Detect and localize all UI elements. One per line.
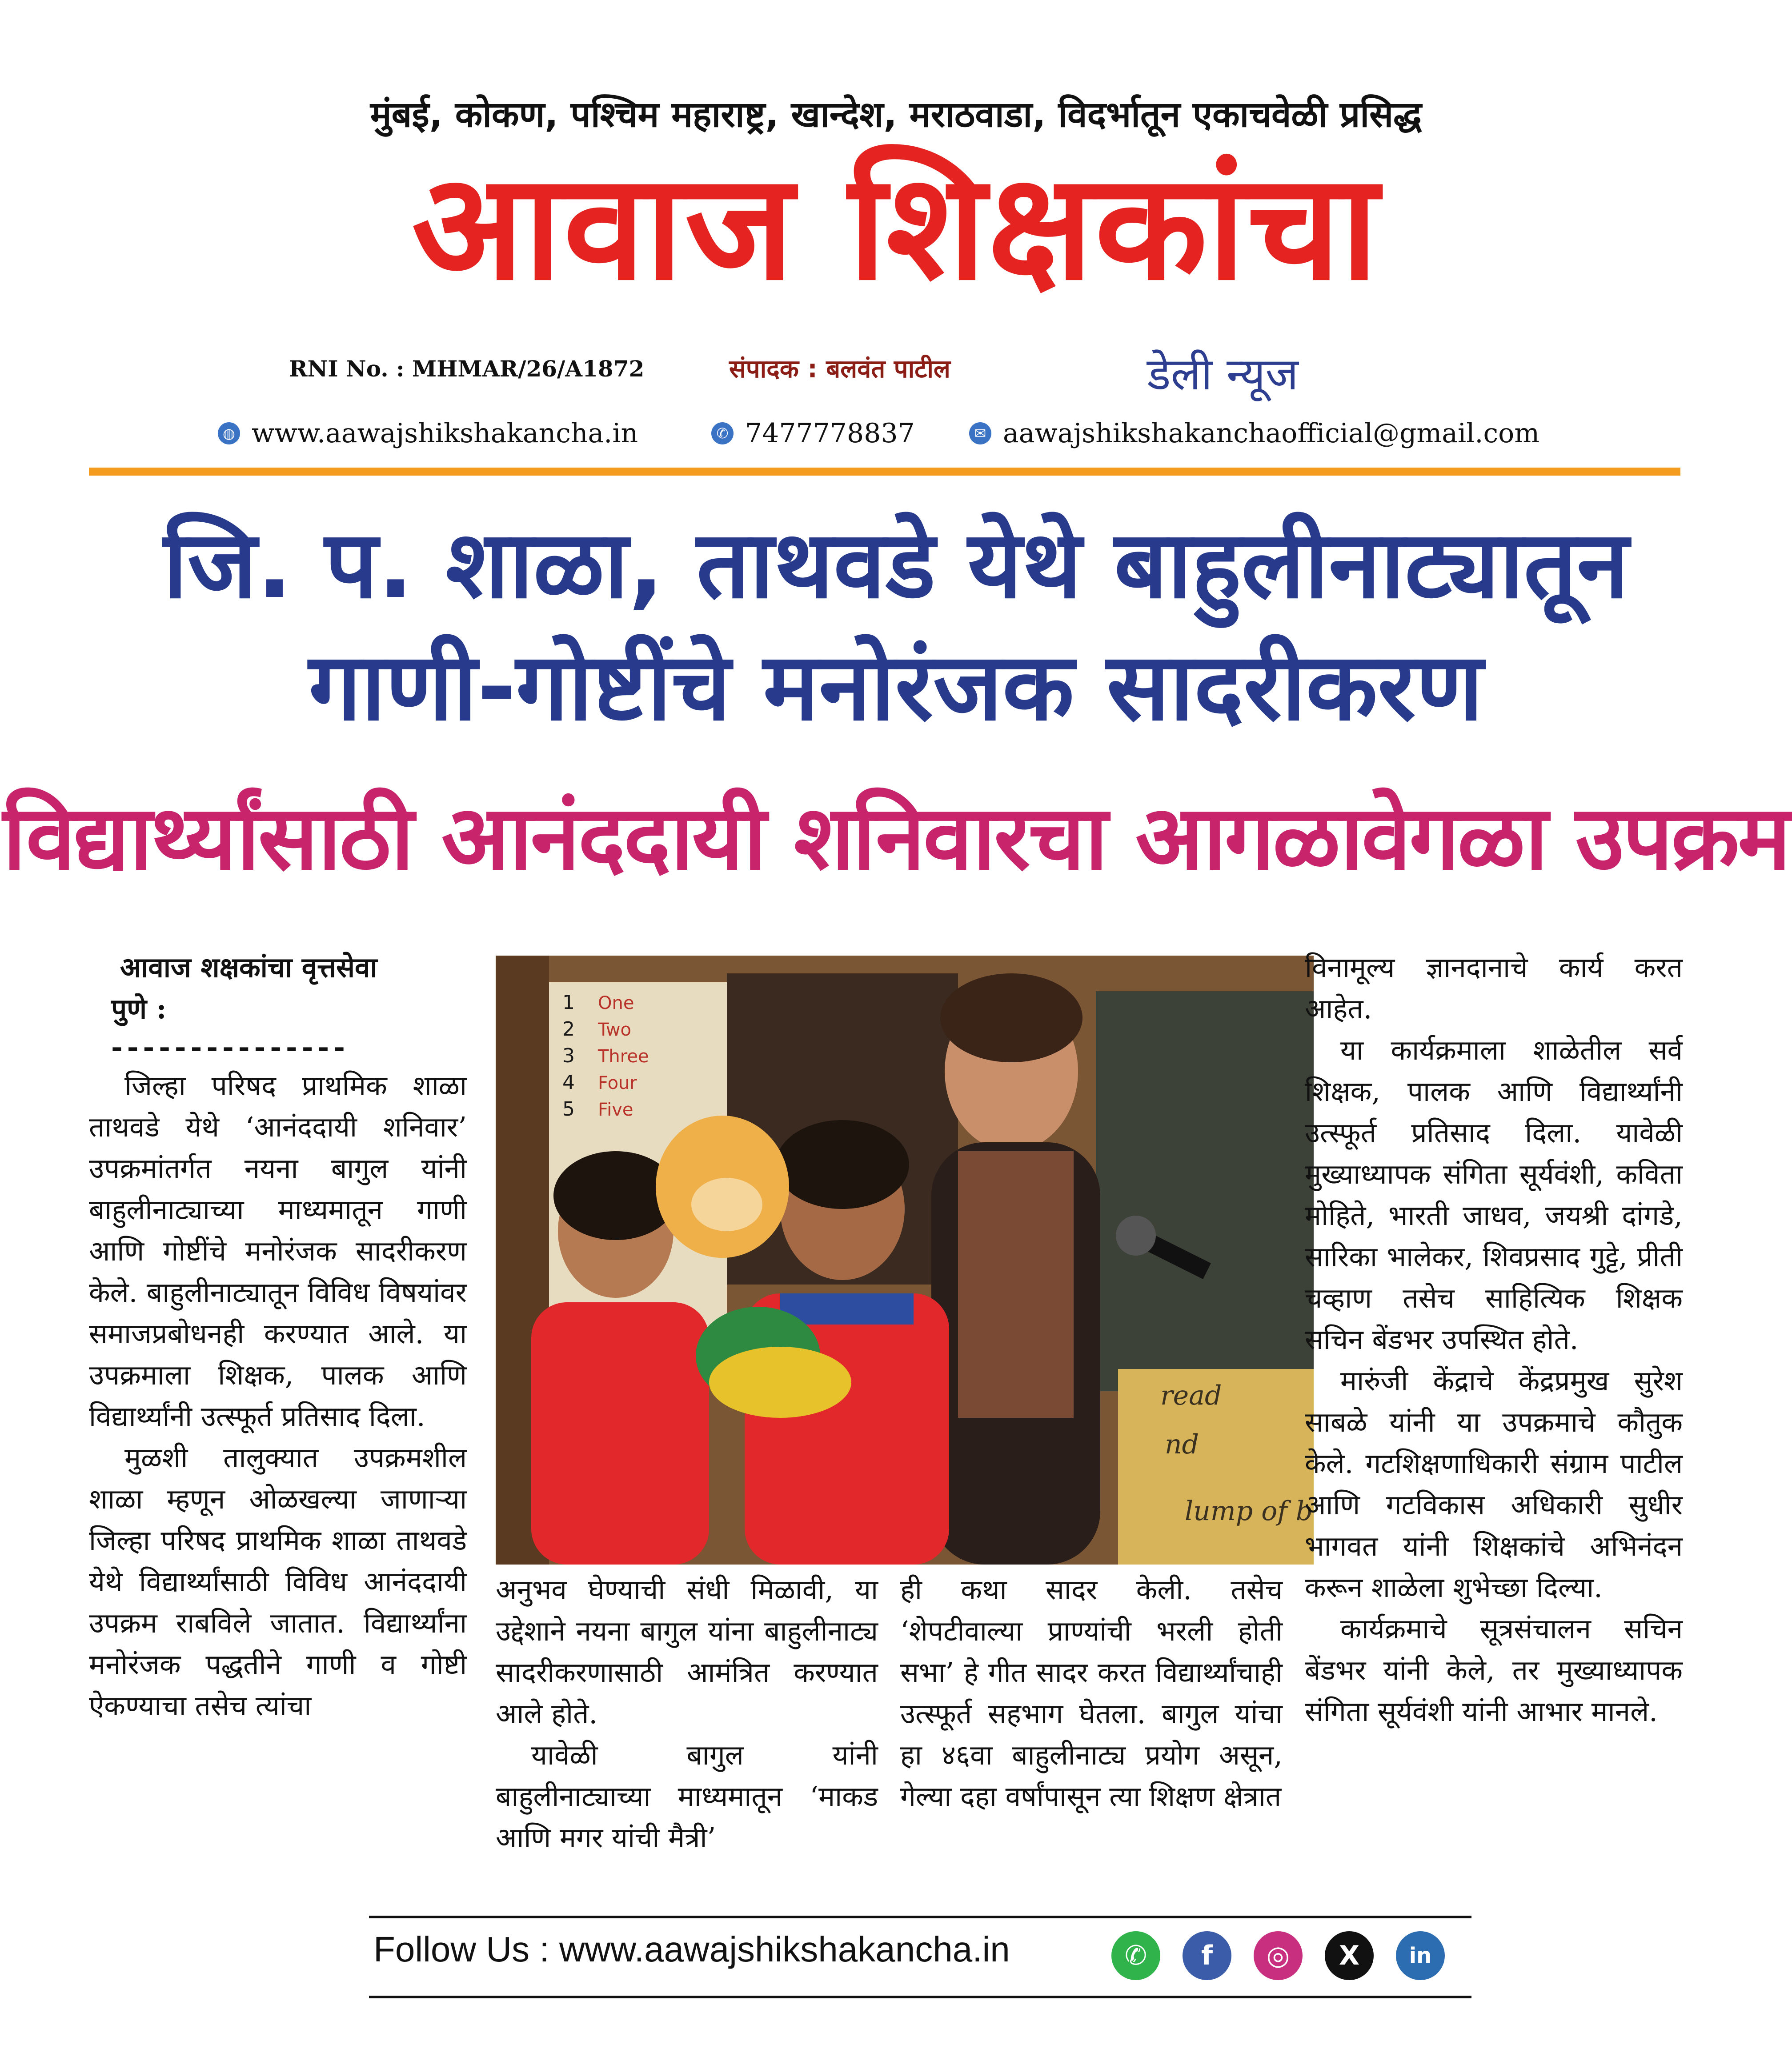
board-number: 1 <box>562 991 575 1014</box>
dateline: पुणे : <box>111 992 167 1025</box>
paragraph: जिल्हा परिषद प्राथमिक शाळा ताथवडे येथे ‘आनंददायी शनिवार’ उपक्रमांतर्गत नयना बागुल यांनी बाहुलीनाट्याच्या माध्यमातून गाणी आणि गोष्टींचे मनोरंजक सादरीकरण केले. बाहुलीनाट्यातून विविध विषयांवर समाजप्रबोधनही करण्यात आले. या उपक्रमाला शिक्षक, पालक आणि विद्यार्थ्यांनी उत्स्फूर्त प्रतिसाद दिला. <box>89 1069 467 1433</box>
paragraph: या कार्यक्रमाला शाळेतील सर्व शिक्षक, पालक आणि विद्यार्थ्यांनी उत्स्फूर्त प्रतिसाद दिला. यावेळी मुख्याध्यापक संगिता सूर्यवंशी, कविता मोहिते, भारती जाधव, जयश्री दांगडे, सारिका भालेकर, शिवप्रसाद गुट्टे, प्रीती चव्हाण तसेच साहित्यिक शिक्षक सचिन बेंडभर उपस्थित होते. <box>1305 1034 1683 1356</box>
daily-news-label: डेली न्यूज <box>1147 348 1299 400</box>
follow-us-text[interactable]: Follow Us : www.aawajshikshakancha.in <box>373 1929 1010 1969</box>
header-rule <box>89 468 1680 476</box>
headline-line-1: जि. प. शाळा, ताथवडे येथे बाहुलीनाट्यातून <box>163 510 1629 619</box>
website-text[interactable]: www.aawajshikshakancha.in <box>252 418 638 449</box>
phone-icon: ✆ <box>711 422 734 444</box>
tagline: मुंबई, कोकण, पश्चिम महाराष्ट्र, खान्देश, मराठवाडा, विदर्भातून एकाचवेळी प्रसिद्ध <box>370 94 1422 135</box>
whatsapp-icon[interactable]: ✆ <box>1111 1931 1160 1980</box>
masthead-title: आवाज शिक्षकांचा <box>412 142 1380 312</box>
byline: आवाज शक्षकांचा वृत्तसेवा <box>120 951 377 984</box>
paragraph: यावेळी बागुल यांनी बाहुलीनाट्याच्या माध्यमातून ‘माकड आणि मगर यांची मैत्री’ <box>496 1739 878 1854</box>
puppet-show-photo <box>496 956 1314 1565</box>
board-word: Two <box>598 1020 631 1040</box>
facebook-icon[interactable]: f <box>1183 1931 1231 1980</box>
board-word: Four <box>598 1073 637 1093</box>
globe-icon: ◍ <box>218 422 240 444</box>
subheadline: विद्यार्थ्यांसाठी आनंददायी शनिवारचा आगळावेगळा उपक्रम <box>3 786 1789 890</box>
board-number: 2 <box>562 1018 575 1041</box>
footer-rule-top <box>369 1916 1471 1918</box>
website-contact[interactable] <box>218 418 638 449</box>
editor-name: संपादक : बलवंत पाटील <box>729 355 950 384</box>
sign-lump: lump of b <box>1185 1496 1313 1527</box>
paragraph: मुळशी तालुक्यात उपक्रमशील शाळा म्हणून ओळखल्या जाणाऱ्या जिल्हा परिषद प्राथमिक शाळा ताथवडे येथे विद्यार्थ्यांसाठी विविध आनंददायी उपक्रम राबविले जातात. विद्यार्थ्यांना मनोरंजक पद्धतीने गाणी व गोष्टी ऐकण्याचा तसेच त्यांचा <box>89 1441 467 1722</box>
board-number: 4 <box>562 1071 575 1094</box>
board-number: 5 <box>562 1098 575 1121</box>
instagram-icon[interactable]: ◎ <box>1254 1931 1303 1980</box>
article-column-3 <box>900 1569 1283 1817</box>
x-icon[interactable]: X <box>1325 1931 1374 1980</box>
article-column-1 <box>89 947 467 1726</box>
article-column-2 <box>496 1569 878 1858</box>
email-text[interactable]: aawajshikshakanchaofficial@gmail.com <box>1003 418 1540 449</box>
article-photo <box>496 956 1314 1565</box>
phone-contact[interactable] <box>711 418 915 449</box>
article-column-4 <box>1305 947 1683 1732</box>
footer-rule-bottom <box>369 1996 1471 1998</box>
paragraph: विनामूल्य ज्ञानदानाचे कार्य करत आहेत. <box>1305 951 1683 1025</box>
board-number: 3 <box>562 1045 575 1067</box>
paragraph: ही कथा सादर केली. तसेच ‘शेपटीवाल्या प्राण्यांची भरली होती सभा’ हे गीत सादर करत विद्यार्थ्यांचाही उत्स्फूर्त सहभाग घेतला. बागुल यांचा हा ४६वा बाहुलीनाट्य प्रयोग असून, गेल्या दहा वर्षांपासून त्या शिक्षण क्षेत्रात <box>900 1573 1283 1813</box>
phone-text[interactable]: 7477778837 <box>745 418 915 449</box>
paragraph: अनुभव घेण्याची संधी मिळावी, या उद्देशाने नयना बागुल यांना बाहुलीनाट्य सादरीकरणासाठी आमंत्रित करण्यात आले होते. <box>496 1573 878 1730</box>
board-word: Three <box>598 1046 649 1067</box>
board-word: One <box>598 993 634 1013</box>
paragraph: कार्यक्रमाचे सूत्रसंचालन सचिन बेंडभर यांनी केले, तर मुख्याध्यापक संगिता सूर्यवंशी यांनी आभार मानले. <box>1305 1613 1683 1728</box>
rni-number: RNI No. : MHMAR/26/A1872 <box>289 356 645 382</box>
sign-read: read <box>1160 1380 1222 1411</box>
sign-nd: nd <box>1165 1429 1199 1460</box>
email-icon: ✉ <box>969 422 991 444</box>
email-contact[interactable] <box>969 418 1539 449</box>
board-word: Five <box>598 1100 633 1120</box>
linkedin-icon[interactable]: in <box>1396 1931 1445 1980</box>
paragraph: मारुंजी केंद्राचे केंद्रप्रमुख सुरेश साबळे यांनी या उपक्रमाचे कौतुक केले. गटशिक्षणाधिकारी संग्राम पाटील आणि गटविकास अधिकारी सुधीर भागवत यांनी शिक्षकांचे अभिनंदन करून शाळेला शुभेच्छा दिल्या. <box>1305 1365 1683 1604</box>
headline-line-2: गाणी-गोष्टींचे मनोरंजक सादरीकरण <box>309 632 1483 741</box>
separator: --------------- <box>111 1031 349 1063</box>
